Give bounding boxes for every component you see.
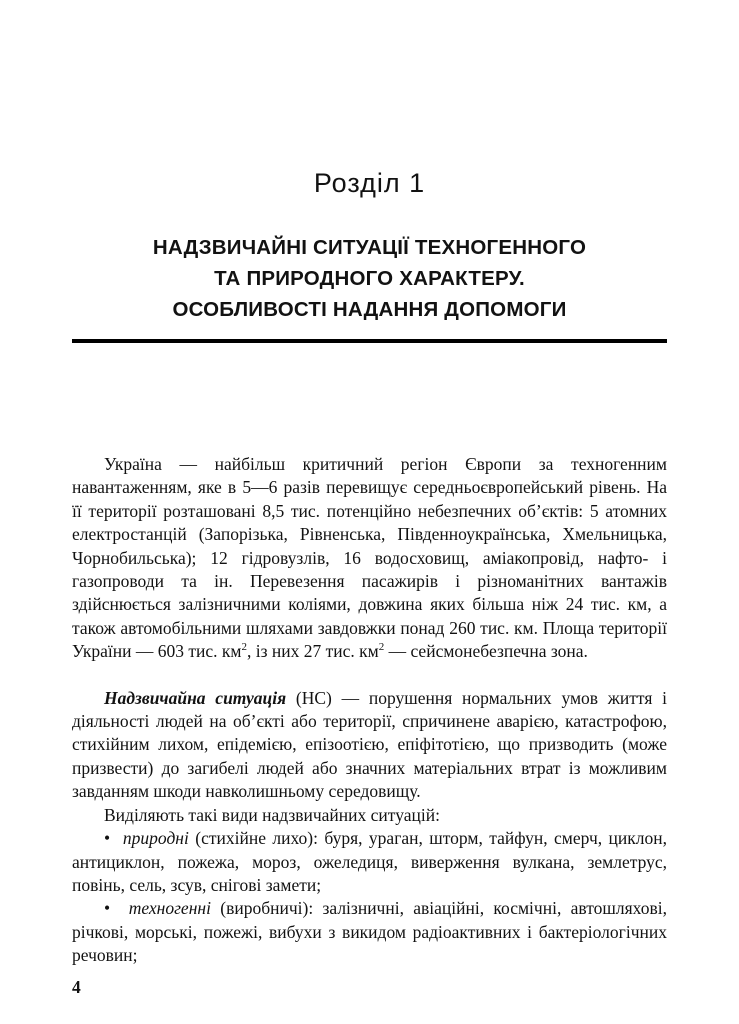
chapter-title-line-3: ОСОБЛИВОСТІ НАДАННЯ ДОПОМОГИ xyxy=(172,298,567,321)
page-number: 4 xyxy=(72,977,81,997)
chapter-title-line-2: ТА ПРИРОДНОГО ХАРАКТЕРУ. xyxy=(214,267,525,290)
chapter-title-line-1: НАДЗВИЧАЙНІ СИТУАЦІЇ ТЕХНОГЕННОГО xyxy=(152,236,587,259)
paragraph-intro: Україна — найбільш критичний регіон Європи за техногенним навантаженням, яке в 5—6 разів перевищує середньоєвропейський рівень. На її території розташовані 8,5 тис. потенційно небезпечних об’єктів: 5 атомних електростанцій (Запорізька, Рівненська, Південноукраїнська, Хмельницька, Чорнобильська); 12 гідровузлів, 16 водосховищ, аміакопровід, нафто- і газопроводи та ін. Перевезення пасажирів і різноманітних вантажів здійснюється залізничними коліями, довжина яких більша ніж 24 тис. км, а також автомобільними шляхами завдовжки понад 260 тис. км. Площа території України — 603 тис. $км^2$, із них 27 тис. $км^2$ — сейсмонебезпечна зона. xyxy=(72,454,667,662)
chapter-title xyxy=(72,232,667,325)
body-text xyxy=(72,453,667,968)
bullet-item-technogenic: • техногенні (виробничі): залізничні, авіаційні, космічні, автошляхові, річкові, морські, пожежі, вибухи з викидом радіоактивних і бактеріологічних речовин; xyxy=(72,898,667,966)
bullet-item-natural: • природні (стихійне лихо): буря, ураган, шторм, тайфун, смерч, циклон, антициклон, пожежа, мороз, ожеледиця, виверження вулкана, землетрус, повінь, сель, зсув, снігові замети; xyxy=(72,828,667,895)
chapter-label: Розділ 1 xyxy=(313,168,426,198)
heading-rule xyxy=(72,339,667,343)
paragraph-definition: Надзвичайна ситуація (НС) — порушення нормальних умов життя і діяльності людей на об’єкті або території, спричинене аварією, катастрофою, стихійним лихом, епідемією, епізоотією, епіфітотією, що призводить (може призвести) до загибелі людей або значних матеріальних втрат із можливим завданням шкоди навколишньому середовищу. xyxy=(72,687,667,802)
paragraph-list-intro: Виділяють такі види надзвичайних ситуацій: xyxy=(104,804,440,825)
